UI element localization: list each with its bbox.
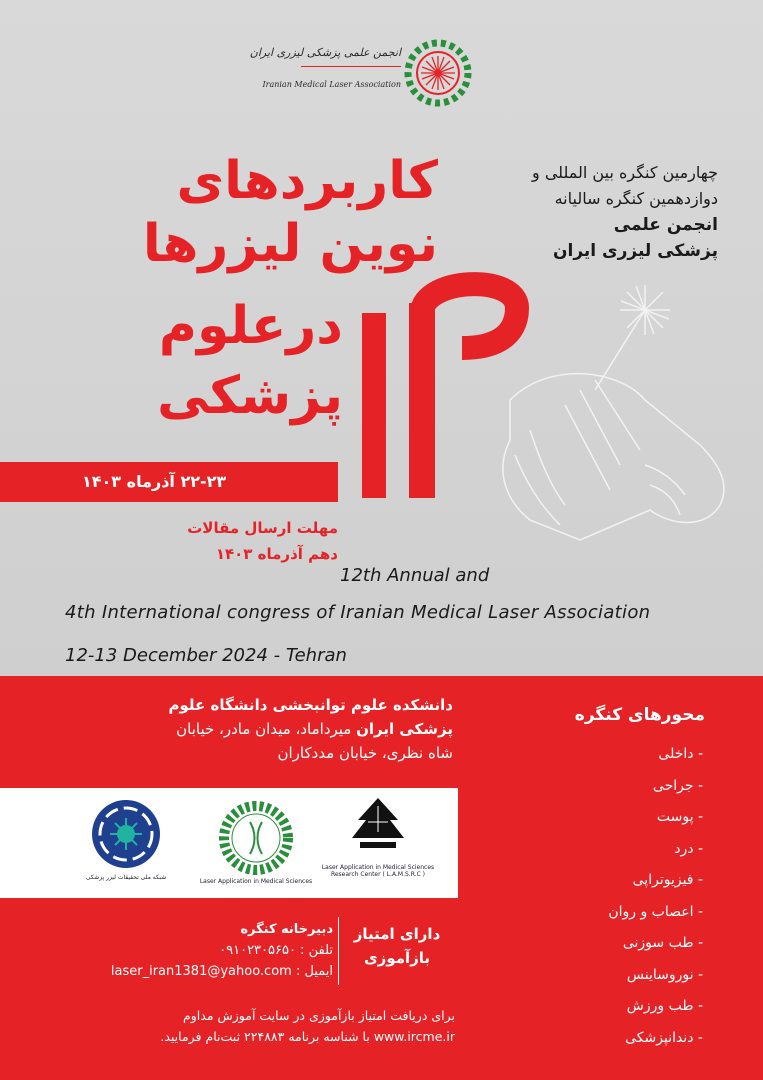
venue-address <box>53 693 453 765</box>
deadline-label: مهلت ارسال مقالات <box>187 519 338 537</box>
subtitle-line-2: دوازدهمین کنگره سالیانه <box>554 189 718 208</box>
sun-emblem-icon <box>283 28 483 128</box>
cme-footnote <box>25 1005 455 1047</box>
list-item: - طب سوزنی <box>622 935 703 951</box>
vertical-divider <box>338 917 339 985</box>
list-item: - جراحی <box>652 777 703 794</box>
cme-line-2: بازآموزی <box>363 949 431 967</box>
email-label: ایمیل : <box>295 964 333 979</box>
list-item: - دندانپزشکی <box>625 1029 703 1046</box>
logo-divider <box>301 66 401 67</box>
phone-label: تلفن : <box>295 943 333 958</box>
title-line-2: نوین لیزرها <box>142 214 438 274</box>
research-center-emblem-icon <box>338 792 418 860</box>
subtitle-line-3: انجمن علمی <box>613 215 718 235</box>
english-line-1: 12th Annual and <box>340 565 490 586</box>
axes-list <box>608 742 703 1057</box>
footnote-line-1: برای دریافت امتیاز بازآموزی در سایت آموزش مداوم <box>183 1008 455 1023</box>
email-address[interactable]: laser_iran1381@yahoo.com <box>110 964 292 979</box>
subtitle-line-1: چهارمین کنگره بین المللی و <box>532 163 718 182</box>
list-item: - نوروساینس <box>626 966 703 983</box>
logo-persian-text: انجمن علمی پزشکی لیزری ایران <box>249 46 401 59</box>
association-logo <box>249 28 483 128</box>
partner-logos-panel <box>0 788 458 898</box>
laser-hand-illustration <box>470 280 760 560</box>
list-item: - داخلی <box>658 746 703 762</box>
title-line-4: پزشکی <box>157 366 343 426</box>
list-item: - درد <box>674 840 703 857</box>
english-line-3: 12-13 December 2024 - Tehran <box>65 645 347 666</box>
subtitle-line-4: پزشکی لیزری ایران <box>553 241 718 261</box>
axes-title: محورهای کنگره <box>574 705 705 725</box>
congress-dates: ۲۲-۲۳ آذرماه ۱۴۰۳ <box>0 462 338 502</box>
network-caption: شبکه ملی تحقیقات لیزر پزشکی <box>85 874 167 881</box>
secretariat-title: دبیرخانه کنگره <box>240 922 333 937</box>
list-item: - فیزیوتراپی <box>632 872 703 888</box>
list-item: - پوست <box>656 809 703 825</box>
address-bold-1: دانشکده علوم توانبخشی دانشگاه علوم <box>168 696 453 714</box>
list-item: - طب ورزش <box>626 998 703 1014</box>
research-center-logo <box>321 792 435 888</box>
phone-number[interactable]: ۰۹۱۰۲۳۰۵۶۵۰ <box>219 943 296 958</box>
cme-line-1: دارای امتیاز <box>353 925 441 943</box>
cme-credit <box>352 922 442 970</box>
title-line-3: درعلوم <box>158 296 343 356</box>
submission-deadline <box>187 515 338 567</box>
journal-logo <box>199 792 313 885</box>
logo-english-text: Iranian Medical Laser Association <box>262 80 401 89</box>
secretariat-info <box>111 919 333 982</box>
deadline-date: دهم آذرماه ۱۴۰۳ <box>215 545 338 563</box>
journal-emblem-icon <box>210 792 302 884</box>
title-line-1: کاربردهای <box>176 151 438 211</box>
address-bold-2: پزشکی ایران <box>356 720 453 738</box>
congress-subtitle <box>438 160 718 264</box>
list-item: - اعصاب و روان <box>608 903 703 920</box>
journal-caption: Laser Application in Medical Sciences <box>199 878 313 885</box>
address-rest: میرداماد، میدان مادر، خیابان <box>176 720 357 738</box>
research-center-caption: Laser Application in Medical Sciences Research Center ( L.A.M.S.R.C ) <box>321 864 435 878</box>
network-emblem-icon <box>88 796 164 872</box>
english-line-2: 4th International congress of Iranian Medical Laser Association <box>65 602 651 623</box>
footnote-line-2[interactable]: www.ircme.ir با شناسه برنامه ۲۲۴۸۸۳ ثبت‌نام فرمایید. <box>160 1029 455 1044</box>
network-logo <box>85 796 167 886</box>
address-line-3: شاه نظری، خیابان مددکاران <box>277 744 453 762</box>
